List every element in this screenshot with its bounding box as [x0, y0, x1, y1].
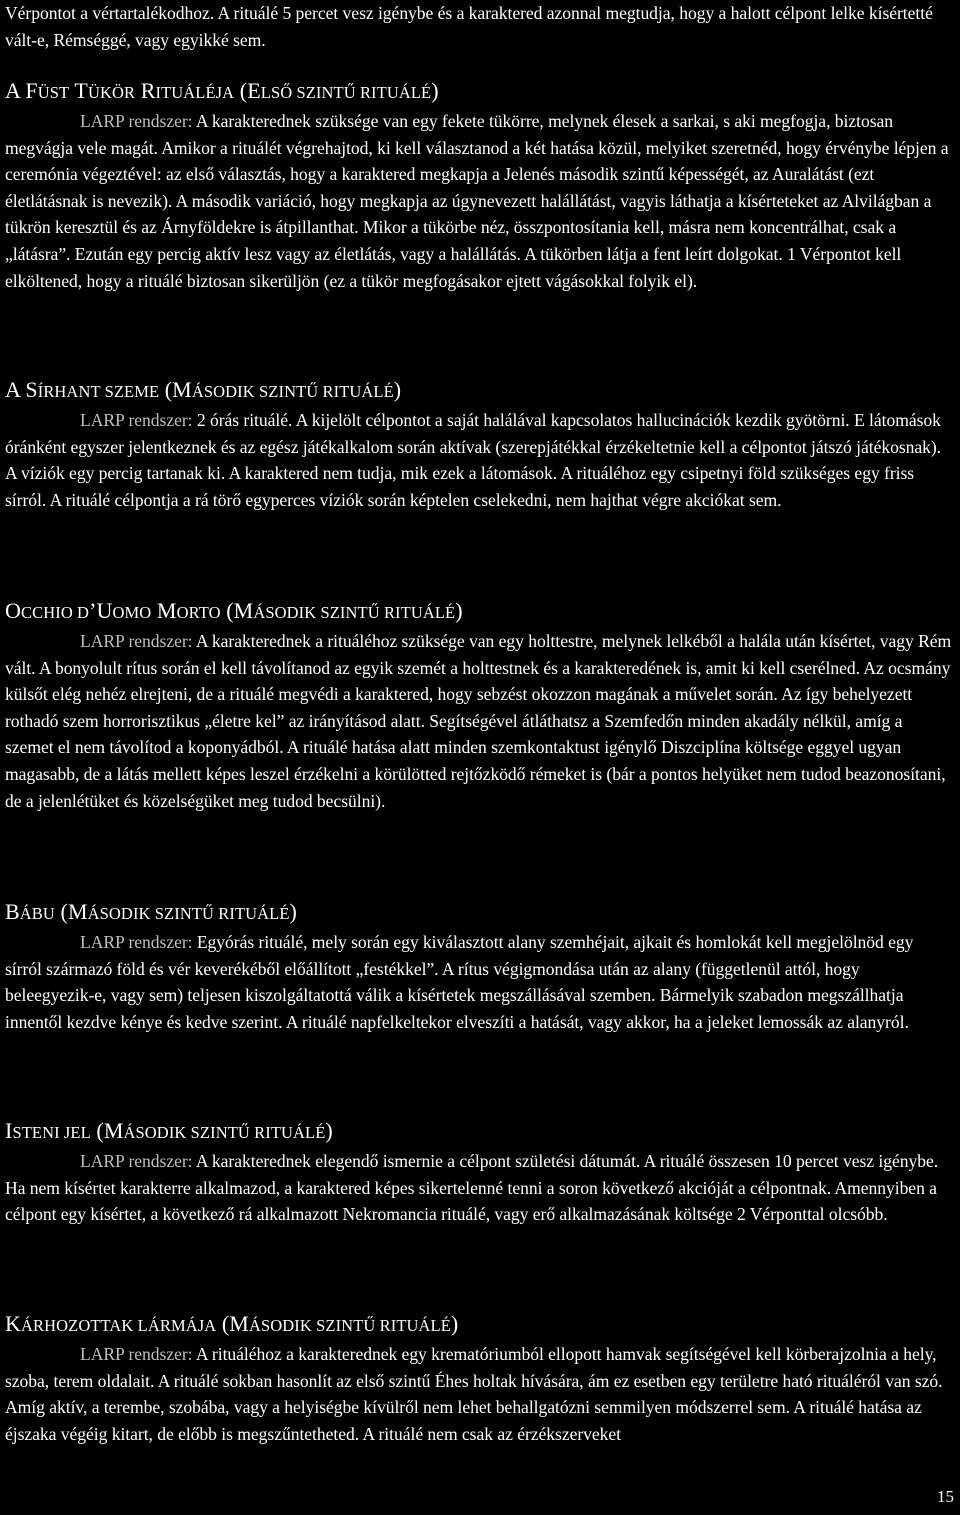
- page-number: 15: [937, 1487, 954, 1506]
- section-text: Egyórás rituálé, mely során egy kiválasztott alany szemhéjait, ajkait és homlokát kell megjelölnöd egy sírról származó föld és vér keverékéből előállított „festékkel”. A rítus végigmondása után az alany (függetlenül attól, hogy beleegyezik-e, vagy sem) teljesen kiszolgáltatottá válik a kísértetek megszállásával szemben. Bármelyik szabadon megszállhatja innentől kezdve kénye és kedve szerint. A rituálé napfelkeltekor elveszíti a hatását, vagy akkor, ha a jeleket lemossák az alanyról.: [5, 932, 914, 1032]
- section-body: [5, 108, 953, 294]
- intro-paragraph: Vérpontot a vértartalékodhoz. A rituálé 5 percet vesz igénybe és a karaktered azonnal megtudja, hogy a halott célpont lelke kísértetté vált-e, Rémséggé, vagy egyikké sem.: [5, 3, 933, 50]
- section-text: A rituáléhoz a karakterednek egy krematóriumból ellopott hamvak segítségével kell körberajzolnia a hely, szoba, terem oldalait. A rituálé sokban hasonlít az első szintű Éhes holtak hívására, ám ez esetben egy területre ható rituáléról van szó. Amíg aktív, a terembe, szobába, vagy a helyiségbe kívülről nem lehet behallgatózni semmilyen módszerrel sem. A rituálé hatása az éjszaka végéig kitart, de előbb is megszűntetheted. A rituálé nem csak az érzékszerveket: [5, 1344, 943, 1444]
- section-fust-tukor: [5, 76, 953, 294]
- section-text: 2 órás rituálé. A kijelölt célpontot a saját halálával kapcsolatos hallucinációk kezdik gyötörni. E látomások óránként egyszer jelentkeznek és az egész játékalkalom során aktívak (szerepjátékkal érzékeltetnie kell a célpontot játszó játékosnak). A víziók egy percig tartanak ki. A karaktered nem tudja, mik ezek a látomások. A rituáléhoz egy csipetnyi föld szükséges egy friss sírról. A rituálé célpontja a rá törő egyperces víziók során képtelen cselekedni, nem hajthat végre akciókat sem.: [5, 410, 942, 510]
- section-babu: [5, 897, 953, 1035]
- larp-label: LARP rendszer:: [80, 111, 193, 131]
- larp-label: LARP rendszer:: [80, 1151, 193, 1171]
- section-body: [5, 1341, 953, 1447]
- larp-label: LARP rendszer:: [80, 932, 193, 952]
- section-occhio: [5, 596, 953, 814]
- section-body: [5, 1148, 953, 1228]
- section-heading: A FÜST TÜKÖR RITUÁLÉJA (ELSŐ SZINTŰ RITUÁLÉ): [5, 78, 439, 103]
- section-body: [5, 929, 953, 1035]
- section-text: A karakterednek a rituáléhoz szüksége van egy holttestre, melynek lelkéből a halála után kísértet, vagy Rém vált. A bonyolult rítus során el kell távolítanod az egyik szemét a holttestnek és a karakteredének is, amit ki kell cserélned. Az ocsmány külsőt elég nehéz elrejteni, de a rituálé megvédi a karaktered, hogy sebzést okozzon magának a művelet során. Az így behelyezett rothadó szem horrorisztikus „életre kel” az irányításod alatt. Segítségével átláthatsz a Szemfedőn minden akadály nélkül, amíg a szemet el nem távolítod a koponyádból. A rituálé hatása alatt minden szemkontaktust igénylő Diszciplína költsége eggyel ugyan magasabb, de a látás mellett képes leszel érzékelni a körülötted rejtőzködő rémeket is (bár a pontos helyüket nem tudod beazonosítani, de a jelenlétüket és közelségüket meg tudod becsülni).: [5, 631, 952, 811]
- section-sirhant-szeme: [5, 375, 953, 513]
- larp-label: LARP rendszer:: [80, 631, 193, 651]
- intro-section: [5, 0, 953, 53]
- section-text: A karakterednek elegendő ismernie a célpont születési dátumát. A rituálé összesen 10 percet vesz igénybe. Ha nem kísértet karakterre alkalmazod, a karaktered képes sikertelenné tenni a soron következő akcióját a célpontnak. Amennyiben a célpont egy kísértet, a következő rá alkalmazott Nekromancia rituálé, vagy erő alkalmazásának költsége 2 Vérponttal olcsóbb.: [5, 1151, 939, 1225]
- larp-label: LARP rendszer:: [80, 410, 193, 430]
- section-text: A karakterednek szüksége van egy fekete tükörre, melynek élesek a sarkai, s aki megfogja, biztosan megvágja vele magát. Amikor a rituálét végrehajtod, ki kell választanod a két hatása közül, melyiket szeretnéd, hogy érvénybe lépjen a ceremónia végeztével: az első választás, hogy a karaktered megkapja a Jelenés második szintű képességét, az Auralátást (ezt életlátásnak is nevezik). A második variáció, hogy megkapja az úgynevezett halállátást, vagyis láthatja a kísérteteket az Alvilágban a tükrön keresztül és az Árnyföldekre is átpillanthat. Mikor a tükörbe néz, összpontosítania kell, másra nem koncentrálhat, csak a „látásra”. Ezután egy percig aktív lesz vagy az életlátás, vagy a halállátás. A tükörben látja a fent leírt dolgokat. 1 Vérpontot kell elköltened, hogy a rituálé biztosan sikerüljön (ez a tükör megfogásakor ejtett vágásokkal folyik el).: [5, 111, 949, 291]
- section-heading: OCCHIO D’UOMO MORTO (MÁSODIK SZINTŰ RITUÁLÉ): [5, 598, 463, 623]
- section-body: [5, 407, 953, 513]
- section-heading: KÁRHOZOTTAK LÁRMÁJA (MÁSODIK SZINTŰ RITUÁLÉ): [5, 1311, 459, 1336]
- section-heading: ISTENI JEL (MÁSODIK SZINTŰ RITUÁLÉ): [5, 1118, 333, 1143]
- larp-label: LARP rendszer:: [80, 1344, 193, 1364]
- section-body: [5, 628, 953, 814]
- section-karhozottak: [5, 1309, 953, 1447]
- section-heading: A SÍRHANT SZEME (MÁSODIK SZINTŰ RITUÁLÉ): [5, 377, 402, 402]
- section-heading: BÁBU (MÁSODIK SZINTŰ RITUÁLÉ): [5, 899, 297, 924]
- section-isteni-jel: [5, 1116, 953, 1228]
